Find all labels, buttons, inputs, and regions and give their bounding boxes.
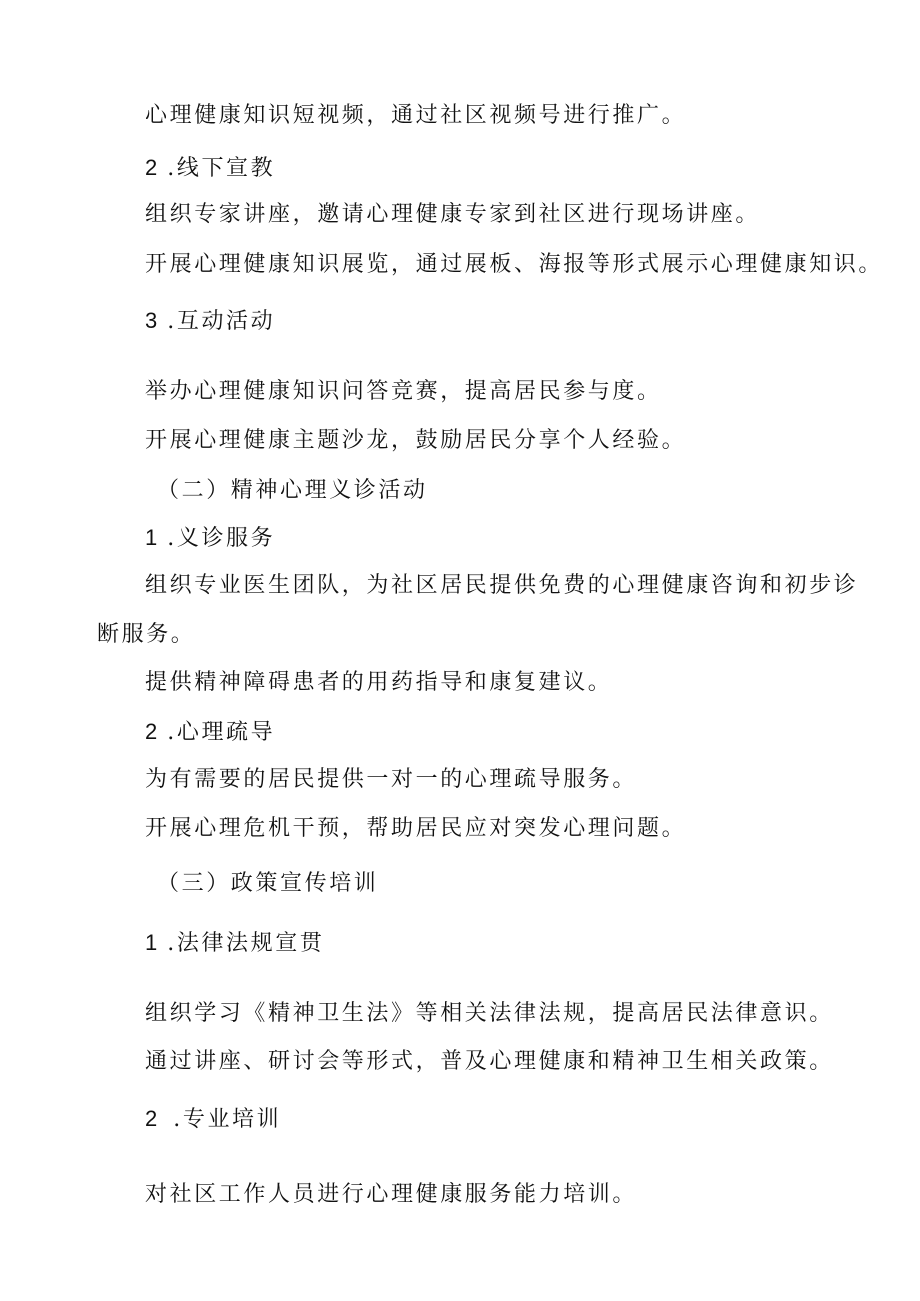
body-text: 组织专家讲座，邀请心理健康专家到社区进行现场讲座。 (145, 202, 761, 227)
section-heading: （三）政策宣传培训 (157, 871, 379, 896)
heading-text: .互动活动 (167, 309, 276, 334)
body-text: 开展心理危机干预，帮助居民应对突发心理问题。 (145, 816, 687, 841)
body-text-continuation: 断服务。 (97, 622, 196, 647)
heading-text: .法律法规宣贯 (167, 931, 325, 956)
body-text: 开展心理健康知识展览，通过展板、海报等形式展示心理健康知识。 (145, 252, 884, 277)
subsection-heading (145, 306, 275, 337)
heading-number: 2 (145, 1106, 158, 1131)
heading-number: 2 (145, 719, 158, 744)
body-text: 通过讲座、研讨会等形式，普及心理健康和精神卫生相关政策。 (145, 1049, 834, 1074)
body-text: 组织学习《精神卫生法》等相关法律法规，提高居民法律意识。 (145, 1001, 834, 1026)
heading-number: 1 (145, 930, 158, 955)
body-text: 组织专业医生团队，为社区居民提供免费的心理健康咨询和初步诊 (145, 573, 859, 598)
body-text: 开展心理健康主题沙龙，鼓励居民分享个人经验。 (145, 428, 687, 453)
heading-text: .义诊服务 (167, 526, 276, 551)
subsection-heading (145, 928, 324, 959)
heading-text: .线下宣教 (167, 156, 276, 181)
body-text: 对社区工作人员进行心理健康服务能力培训。 (145, 1182, 638, 1207)
heading-text: .心理疏导 (167, 720, 276, 745)
heading-text: .专业培训 (173, 1107, 282, 1132)
heading-number: 2 (145, 155, 158, 180)
section-heading: （二）精神心理义诊活动 (157, 478, 428, 503)
body-text: 为有需要的居民提供一对一的心理疏导服务。 (145, 767, 638, 792)
subsection-heading (145, 1104, 281, 1135)
body-text: 提供精神障碍患者的用药指导和康复建议。 (145, 670, 613, 695)
subsection-heading (145, 717, 275, 748)
body-text: 心理健康知识短视频，通过社区视频号进行推广。 (145, 103, 687, 128)
heading-number: 3 (145, 308, 158, 333)
subsection-heading (145, 153, 275, 184)
heading-number: 1 (145, 525, 158, 550)
body-text: 举办心理健康知识问答竞赛，提高居民参与度。 (145, 379, 662, 404)
subsection-heading (145, 523, 275, 554)
